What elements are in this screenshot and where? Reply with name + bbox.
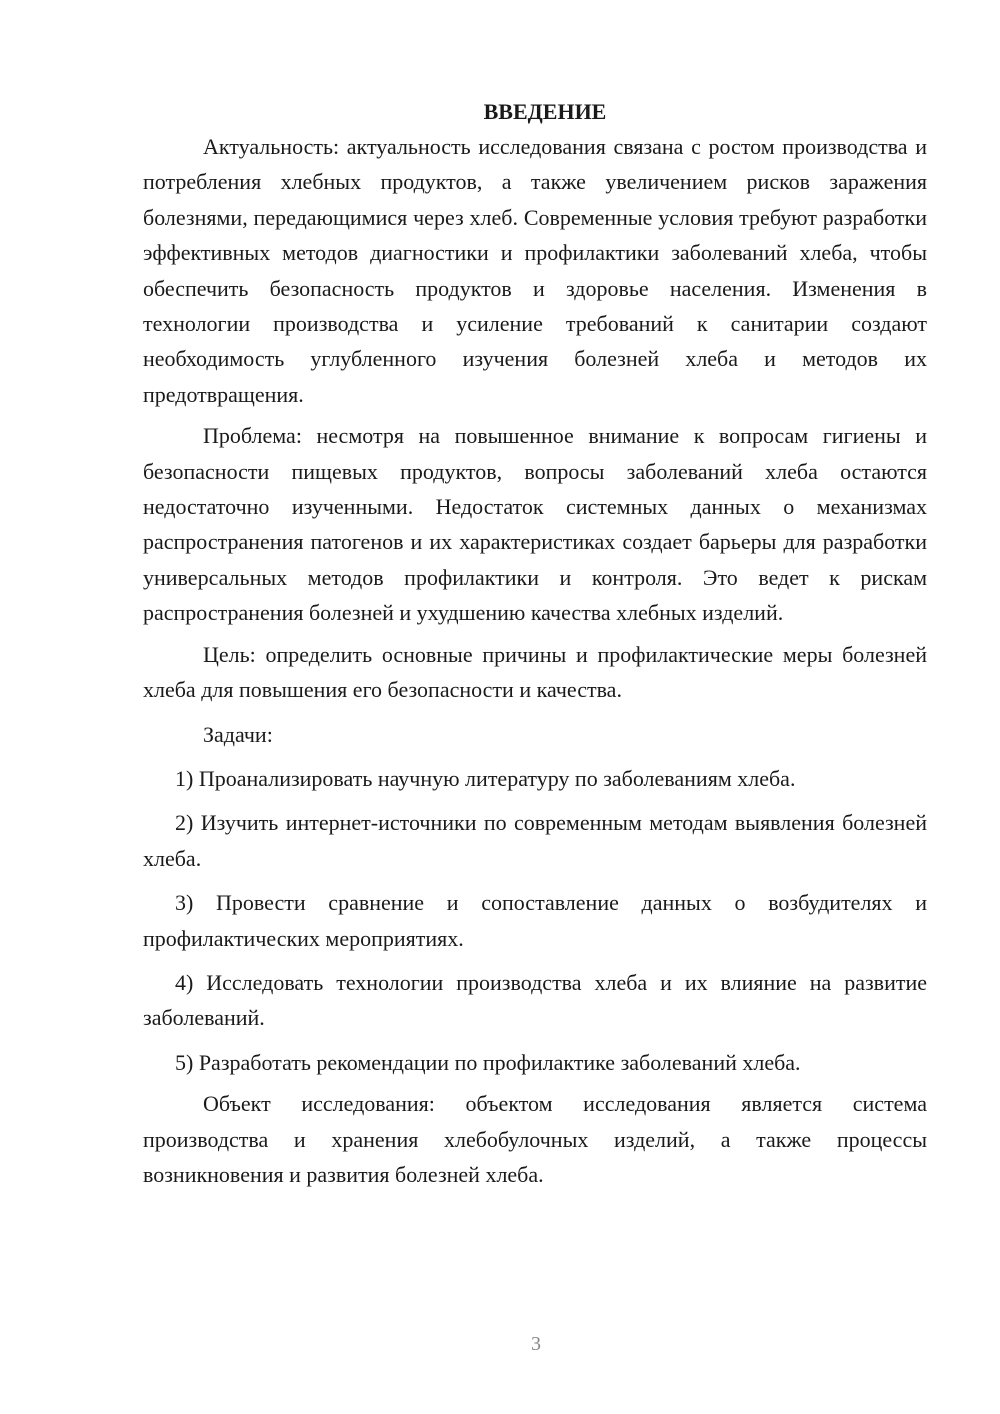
- object-paragraph: Объект исследования: объектом исследования является система производства и хранения хлебобулочных изделий, а также процессы возникновения и развития болезней хлеба.: [143, 1091, 927, 1187]
- goal-paragraph: Цель: определить основные причины и профилактические меры болезней хлеба для повышения его безопасности и качества.: [143, 641, 927, 703]
- tasks-heading: Задачи:: [203, 721, 273, 747]
- task-item: 2) Изучить интернет-источники по современным методам выявления болезней хлеба.: [143, 810, 927, 871]
- problem-paragraph: Проблема: несмотря на повышенное внимание к вопросам гигиены и безопасности пищевых продуктов, вопросы заболеваний хлеба остаются недостаточно изученными. Недостаток системных данных о механизмах распространения патогенов и их характеристиках создает барьеры для разработки универсальных методов профилактики и контроля. Это ведет к рискам распространения болезней и ухудшению качества хлебных изделий.: [143, 423, 927, 626]
- document-page: [143, 94, 927, 1192]
- tasks-list: [143, 761, 927, 1080]
- page-number: 3: [531, 1333, 541, 1355]
- task-item: 5) Разработать рекомендации по профилактике заболеваний хлеба.: [175, 1049, 801, 1075]
- relevance-paragraph: Актуальность: актуальность исследования связана с ростом производства и потребления хлебных продуктов, а также увеличением рисков заражения болезнями, передающимися через хлеб. Современные условия требуют разработки эффективных методов диагностики и профилактики заболеваний хлеба, чтобы обеспечить безопасность продуктов и здоровье населения. Изменения в технологии производства и усиление требований к санитарии создают необходимость углубленного изучения болезней хлеба и методов их предотвращения.: [143, 134, 927, 407]
- task-item: 3) Провести сравнение и сопоставление данных о возбудителях и профилактических мероприятиях.: [143, 890, 927, 951]
- task-item: 1) Проанализировать научную литературу по заболеваниям хлеба.: [175, 765, 796, 791]
- page-title: ВВЕДЕНИЕ: [483, 99, 607, 124]
- task-item: 4) Исследовать технологии производства хлеба и их влияние на развитие заболеваний.: [143, 969, 927, 1031]
